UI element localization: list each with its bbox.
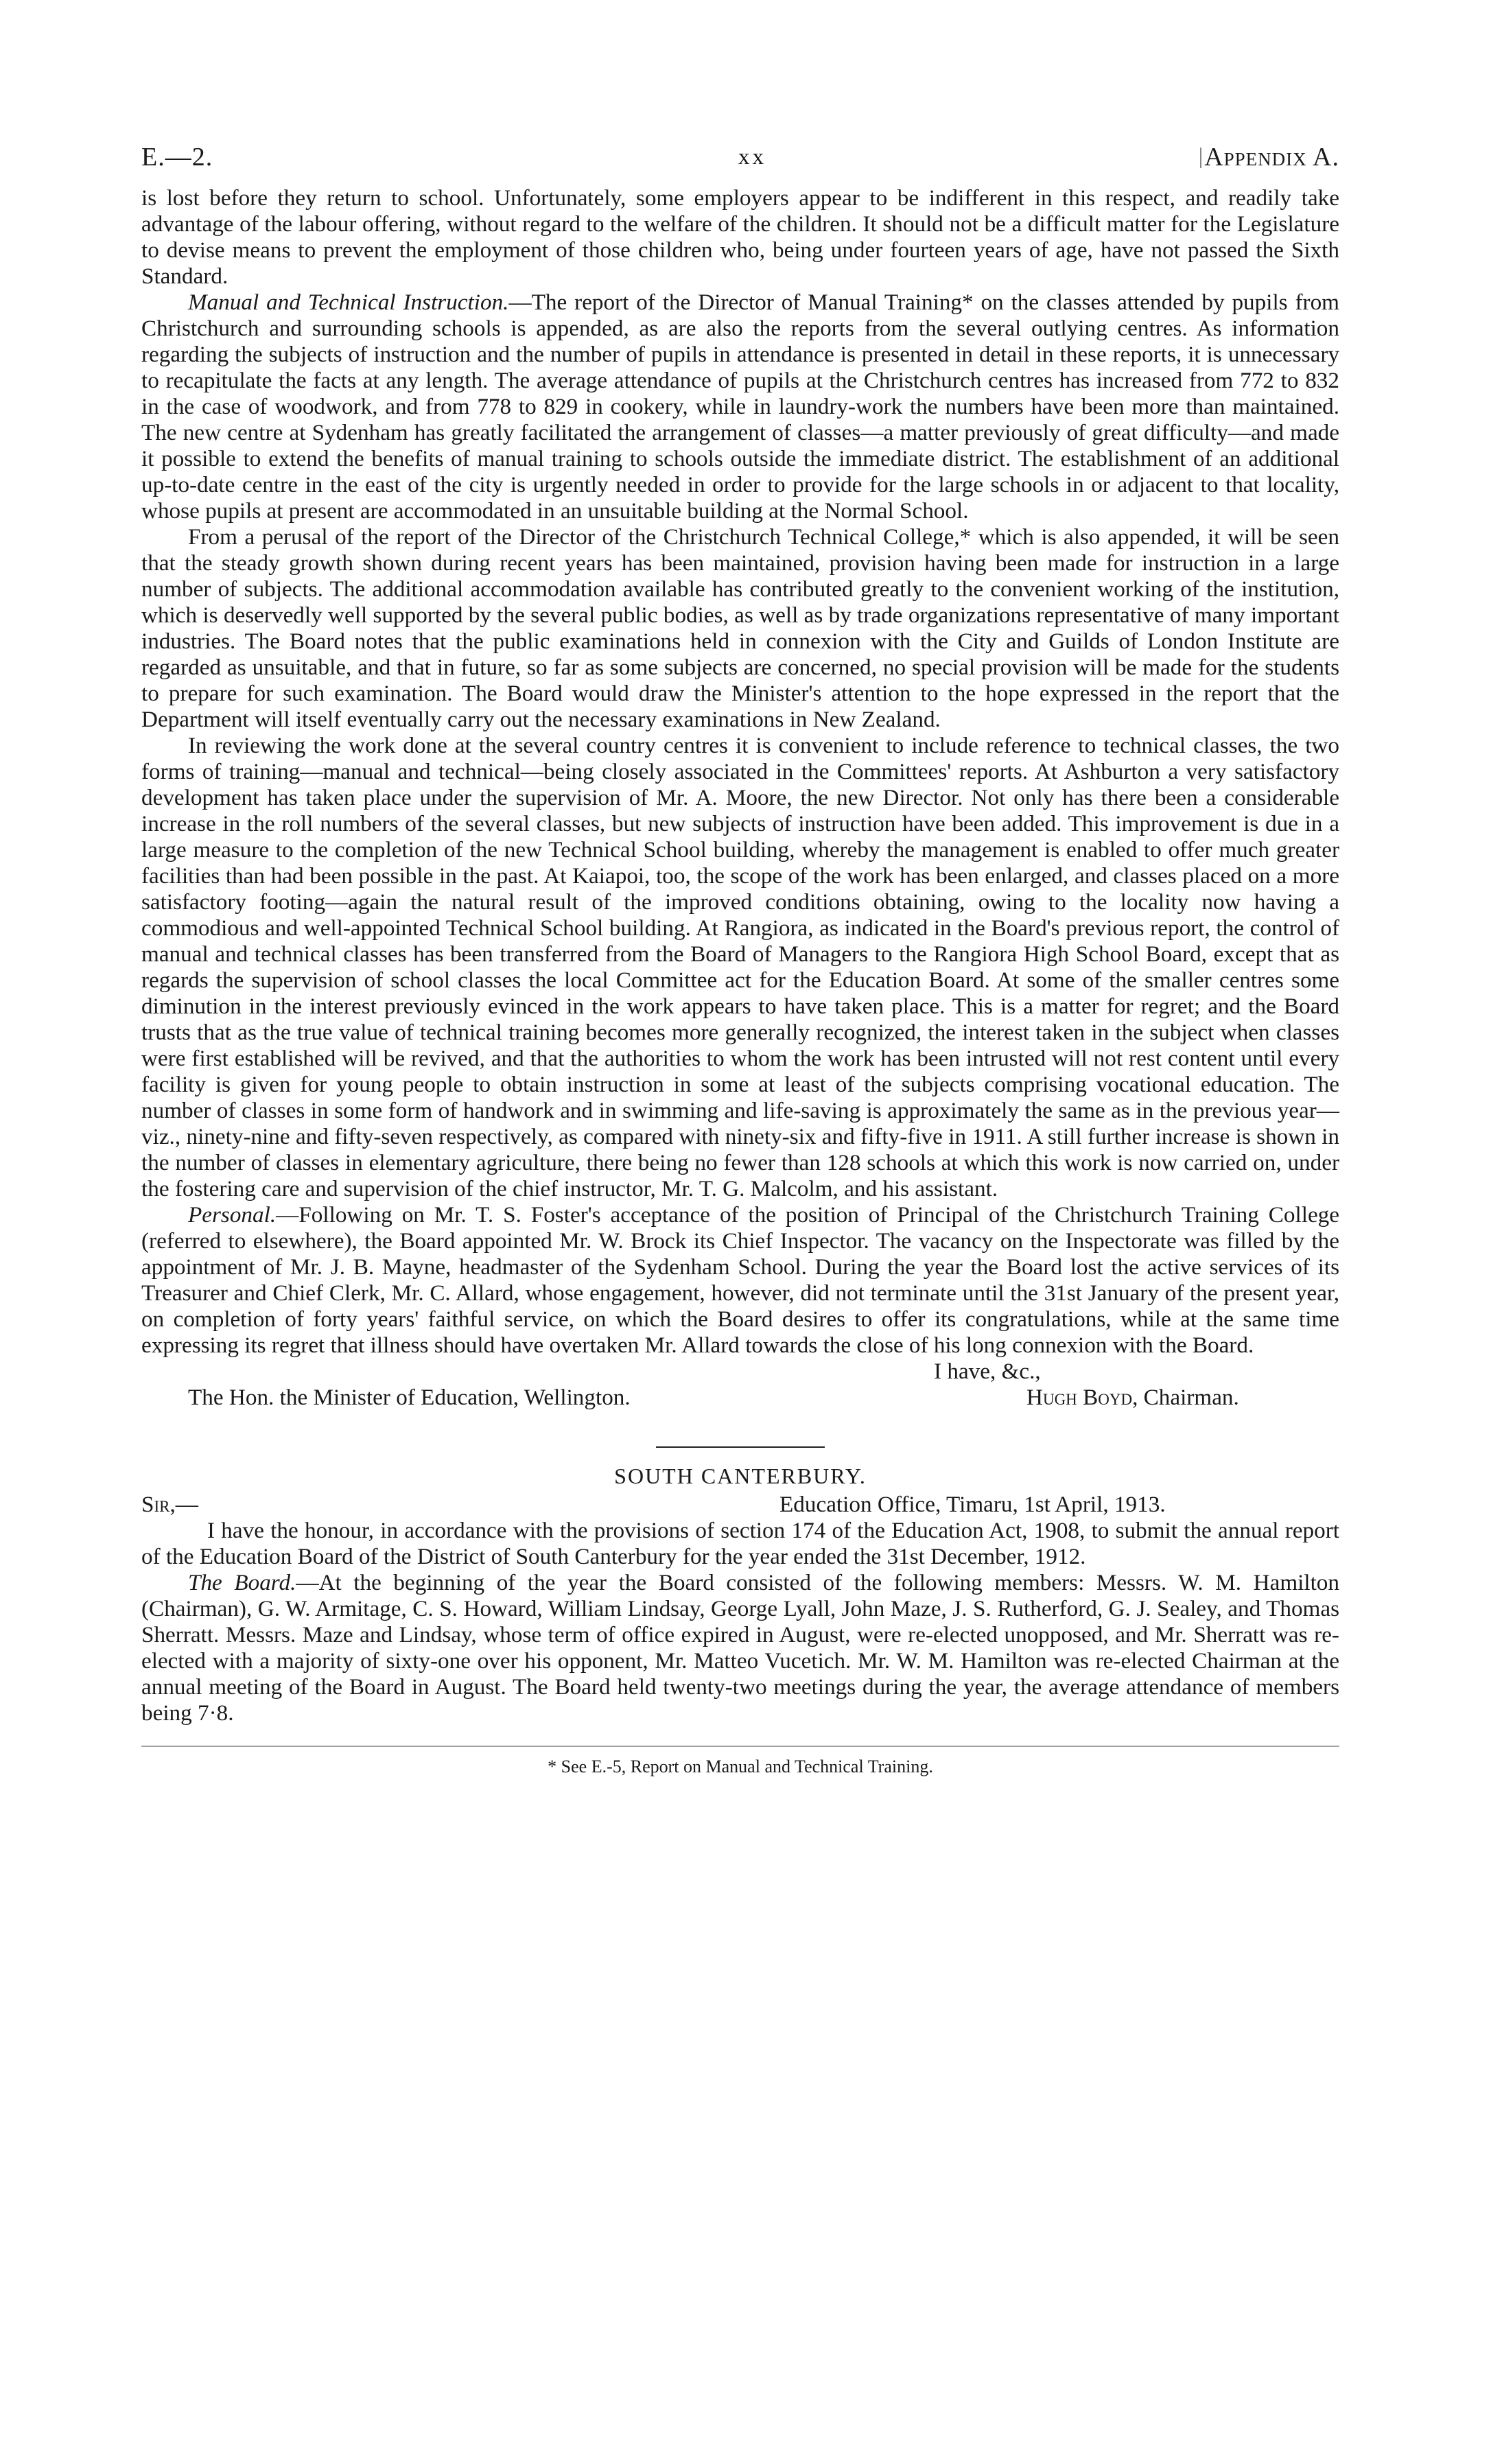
paragraph-personal [141, 1202, 1339, 1359]
paragraph-heading: Manual and Technical Instruction. [188, 290, 509, 315]
paragraph-heading: The Board. [188, 1570, 296, 1595]
signer-title: , Chairman. [1132, 1385, 1239, 1410]
appendix-label: Appendix A. [1200, 144, 1339, 170]
paragraph-report-intro [141, 1518, 1339, 1570]
paragraph-text: In reviewing the work done at the several country centres it is convenient to include reference to technical classes, the two forms of training—manual and technical—being closely associated in the Committees' reports. At Ashburton a very satisfactory development has taken place under the supervision of Mr. A. Moore, the new Director. Not only has there been a considerable increase in the roll numbers of the several classes, but new subjects of instruction have been added. This improvement is due in a large measure to the completion of the new Technical School building, whereby the management is enabled to offer much greater facilities than had been possible in the past. At Kaiapoi, too, the scope of the work has been enlarged, and classes placed on a more satisfactory footing—again the natural result of the improved conditions obtaining, owing to the locality now having a commodious and well-appointed Technical School building. At Rangiora, as indicated in the Board's previous report, the control of manual and technical classes has been transferred from the Board of Managers to the Rangiora High School Board, except that as regards the supervision of school classes the local Committee act for the Education Board. At some of the smaller centres some diminution in the interest previously evinced in the work appears to have taken place. This is a matter for regret; and the Board trusts that as the true value of technical training becomes more generally recognized, the interest taken in the subject when classes were first established will be revived, and that the authorities to whom the work has been intrusted will not rest content until every facility is given for young people to obtain instruction in some at least of the subjects comprising vocational education. The number of classes in some form of handwork and in swimming and life-saving is approximately the same as in the previous year—viz., ninety-nine and fifty-seven respectively, as compared with ninety-six and fifty-five in 1911. A still further increase is shown in the number of classes in elementary agriculture, there being no fewer than 128 schools at which this work is now carried on, under the fostering care and supervision of the chief instructor, Mr. T. G. Malcolm, and his assistant. [141, 733, 1339, 1201]
paragraph-text: —At the beginning of the year the Board consisted of the following members: Messrs. W. M. Hamilton (Chairman), G. W. Armitage, C. S. Howard, William Lindsay, George Lyall, John Maze, J. S. Rutherford, G. J. Sealey, and Thomas Sherratt. Messrs. Maze and Lindsay, whose term of office expired in August, were re-elected unopposed, and Mr. Sherratt was re-elected with a majority of sixty-one over his opponent, Mr. Matteo Vucetich. Mr. W. M. Hamilton was re-elected Chairman at the annual meeting of the Board in August. The Board held twenty-two meetings during the year, the average attendance of members being 7·8. [141, 1570, 1339, 1726]
signer-name: Hugh Boyd [1026, 1385, 1133, 1410]
document-reference: E.—2. [141, 143, 213, 172]
signature-row [141, 1385, 1339, 1411]
paragraph-manual-technical [141, 290, 1339, 524]
paragraph-text: —The report of the Director of Manual Training* on the classes attended by pupils from Christchurch and surrounding schools is appended, as are also the reports from the several outlying centres. As information regarding the subjects of instruction and the number of pupils in attendance is presented in detail in these reports, it is unnecessary to recapitulate the facts at any length. The average attendance of pupils at the Christchurch centres has increased from 772 to 832 in the case of woodwork, and from 778 to 829 in cookery, while in laundry-work the numbers have been more than maintained. The new centre at Sydenham has greatly facilitated the arrangement of classes—a matter previously of great difficulty—and made it possible to extend the benefits of manual training to schools outside the immediate district. The establishment of an additional up-to-date centre in the east of the city is urgently needed in order to provide for the large schools in or adjacent to that locality, whose pupils at present are accommodated in an unsuitable building at the Normal School. [141, 290, 1339, 524]
document-page [141, 144, 1339, 1780]
paragraph-the-board [141, 1570, 1339, 1726]
paragraph-text: is lost before they return to school. Unfortunately, some employers appear to be indifferent in this respect, and readily take advantage of the labour offering, without regard to the welfare of the children. It should not be a difficult matter for the Legislature to devise means to prevent the employment of those children who, being under fourteen years of age, have not passed the Sixth Standard. [141, 185, 1339, 289]
section-title: SOUTH CANTERBURY. [614, 1464, 867, 1488]
page-header [141, 144, 1339, 185]
paragraph-text: From a perusal of the report of the Director of the Christchurch Technical College,* which is also appended, it will be seen that the steady growth shown during recent years has been maintained, provision having been made for instruction in a large number of subjects. The additional accommodation available has contributed greatly to the convenient working of the institution, which is deservedly well supported by the several public bodies, as well as by trade organizations representative of many important industries. The Board notes that the public examinations held in connexion with the City and Guilds of London Institute are regarded as unsuitable, and that in future, so far as some subjects are concerned, no special provision will be made for the students to prepare for such examination. The Board would draw the Minister's attention to the hope expressed in the report that the Department will itself eventually carry out the necessary examinations in New Zealand. [141, 524, 1339, 732]
paragraph-continuation [141, 185, 1339, 290]
paragraph-heading: Personal. [188, 1202, 277, 1228]
paragraph-text: I have the honour, in accordance with the provisions of section 174 of the Education Act, 1908, to submit the annual report of the Education Board of the District of South Canterbury for the year ended the 31st December, 1912. [141, 1518, 1339, 1569]
footnote: * See E.-5, Report on Manual and Technical Training. [548, 1757, 933, 1776]
page-number: xx [738, 145, 766, 169]
dateline: Education Office, Timaru, 1st April, 1913. [779, 1492, 1166, 1517]
paragraph-text: —Following on Mr. T. S. Foster's acceptance of the position of Principal of the Christchurch Training College (referred to elsewhere), the Board appointed Mr. W. Brock its Chief Inspector. The vacancy on the Inspectorate was filled by the appointment of Mr. J. B. Mayne, headmaster of the Sydenham School. During the year the Board lost the active services of its Treasurer and Chief Clerk, Mr. C. Allard, whose engagement, however, did not terminate until the 31st January of the present year, on completion of forty years' faithful service, on which the Board desires to offer its congratulations, while at the same time expressing its regret that illness should have overtaken Mr. Allard towards the close of his long connexion with the Board. [141, 1202, 1339, 1358]
closing-phrase: I have, &c., [934, 1359, 1041, 1384]
paragraph-country-centres [141, 733, 1339, 1202]
paragraph-technical-college [141, 524, 1339, 733]
closing-row [141, 1359, 1339, 1385]
addressee: The Hon. the Minister of Education, Wellington. [188, 1385, 631, 1410]
section-divider [656, 1446, 825, 1448]
salutation-row [141, 1492, 1339, 1518]
salutation: Sir,— [141, 1492, 198, 1517]
signature [1026, 1385, 1239, 1411]
footnote-divider [141, 1746, 1339, 1747]
